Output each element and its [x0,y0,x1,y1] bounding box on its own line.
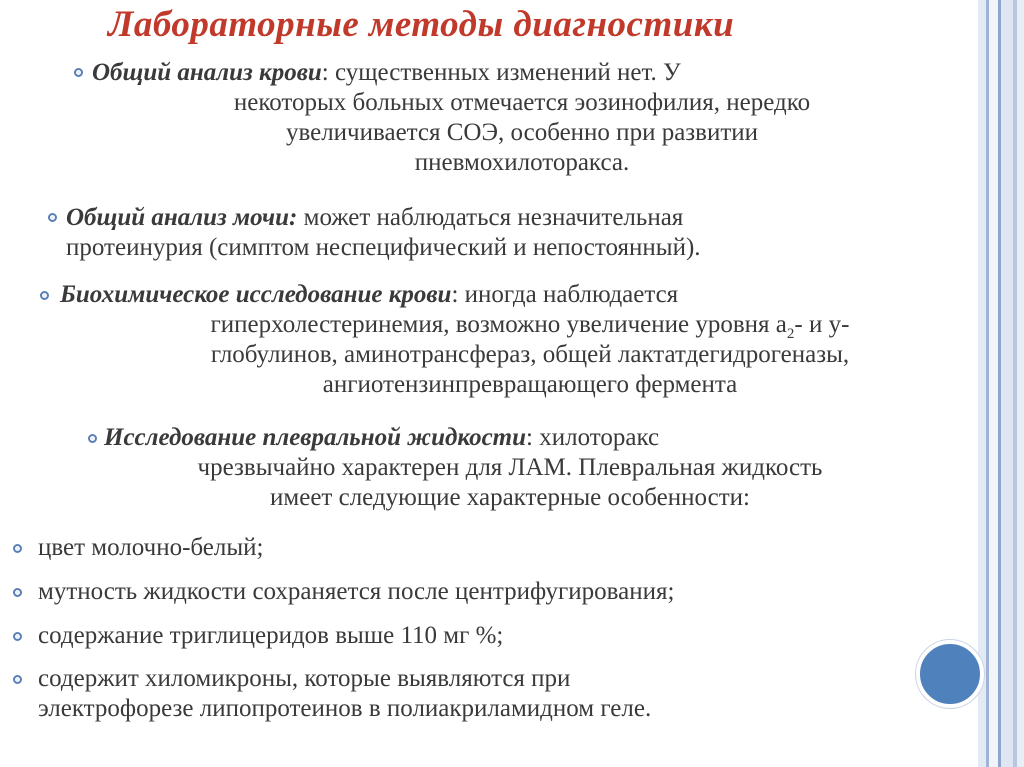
bullet-icon [74,68,83,77]
list-item: мутность жидкости сохраняется после центрифугирования; [38,578,675,605]
bullet-icon [13,632,22,641]
section-biochem-body: гиперхолестеринемия, возможно увеличение уровня $а_2-$ и у- глобулинов, аминотрансфераз, общей лактатдегидрогеназы, ангиотензинпревращающего фермента [210,311,850,398]
section-pleural-body: чрезвычайно характерен для ЛАМ. Плевральная жидкость имеет следующие характерные особенности: [197,454,823,511]
bullet-icon [13,675,22,684]
bullet-icon [13,588,22,597]
section-biochem: Биохимическое исследование крови: иногда наблюдается [60,281,679,308]
section-urine: Общий анализ мочи: может наблюдаться незначительная протеинурия (симптом неспецифический и непостоянный). [66,204,701,261]
list-item: содержание триглицеридов выше 110 мг %; [38,622,504,649]
section-heading: Исследование плевральной жидкости [104,424,527,451]
bullet-icon [13,544,22,553]
list-item: содержит хиломикроны, которые выявляются при электрофорезе липопротеинов в полиакриламидном геле. [38,665,652,722]
section-heading: Общий анализ мочи: [66,204,298,231]
section-heading: Биохимическое исследование крови [60,281,452,308]
section-text: существенных изменений нет. У [328,59,681,86]
section-blood: Общий анализ крови: существенных изменений нет. У [92,59,681,86]
list-item: цвет молочно-белый; [38,534,264,561]
section-text: хилоторакс [533,424,660,451]
bullet-icon [48,213,57,222]
section-text: иногда наблюдается [458,281,679,308]
bullet-icon [40,291,49,300]
slide-title: Лабораторные методы диагностики [108,4,735,45]
section-text: может наблюдаться незначительная [297,204,684,231]
section-heading: Общий анализ крови [92,59,322,86]
section-pleural: Исследование плевральной жидкости: хилоторакс [104,424,660,451]
decorative-circle [916,640,984,708]
section-blood-body: некоторых больных отмечается эозинофилия, нередко увеличивается СОЭ, особенно при развитии пневмохилоторакса. [233,89,811,176]
bullet-icon [88,434,97,443]
